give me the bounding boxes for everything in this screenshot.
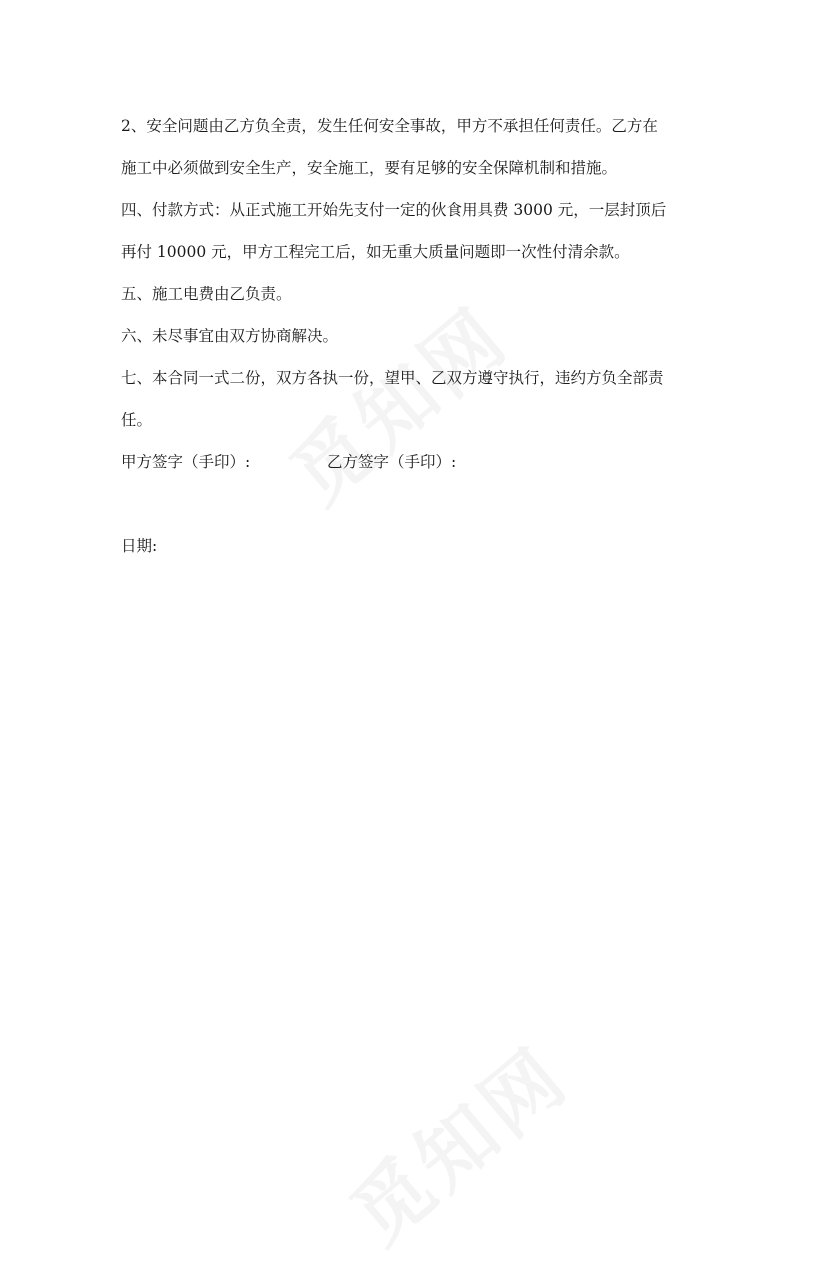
text-line: 五、施工电费由乙负责。 <box>121 285 292 303</box>
text-line: 四、付款方式：从正式施工开始先支付一定的伙食用具费 3000 元，一层封顶后 <box>121 201 667 219</box>
text-line: 任。 <box>121 411 153 429</box>
text-line: 七、本合同一式二份，双方各执一份，望甲、乙双方遵守执行，违约方负全部责 <box>121 369 664 387</box>
text-line: 施工中必须做到安全生产，安全施工，要有足够的安全保障机制和措施。 <box>121 159 618 177</box>
text-line: 再付 10000 元，甲方工程完工后，如无重大质量问题即一次性付清余款。 <box>121 243 630 261</box>
text-line: 2、安全问题由乙方负全责，发生任何安全事故，甲方不承担任何责任。乙方在 <box>121 117 658 135</box>
document-body <box>121 105 721 567</box>
party-b-signature-label: 乙方签字（手印）: <box>327 453 457 471</box>
text-line: 六、未尽事宜由双方协商解决。 <box>121 327 339 345</box>
signature-row <box>121 441 721 483</box>
date-label: 日期: <box>121 537 158 555</box>
party-a-signature-label: 甲方签字（手印）: <box>121 453 251 471</box>
watermark-logo <box>323 1017 588 1265</box>
